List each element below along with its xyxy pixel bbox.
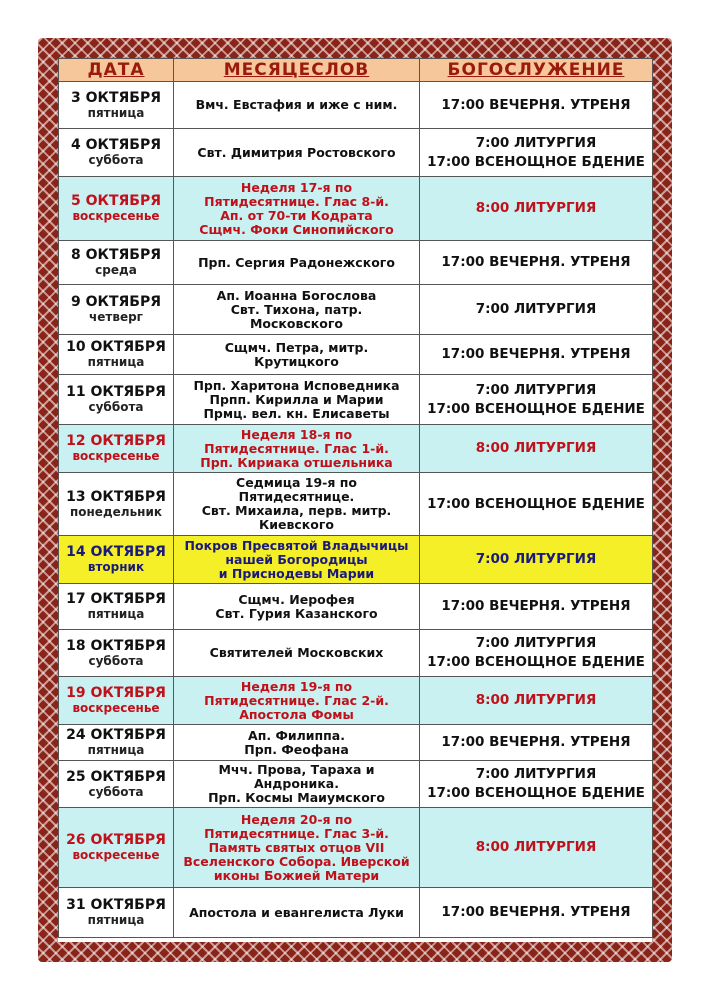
row-service: 8:00 ЛИТУРГИЯ	[475, 200, 597, 216]
row-saint: Вселенского Собора. Иверской	[183, 853, 410, 869]
row-date: 4 ОКТЯБРЯ	[70, 137, 161, 153]
table-row	[59, 473, 653, 536]
row-date: 18 ОКТЯБРЯ	[66, 637, 166, 654]
row-service: 7:00 ЛИТУРГИЯ	[475, 134, 597, 151]
table-row	[59, 285, 653, 335]
row-service: 17:00 ВЕЧЕРНЯ. УТРЕНЯ	[441, 598, 631, 614]
row-saint: Неделя 20-я по	[240, 811, 353, 827]
row-saint: Сщмч. Иерофея	[238, 591, 355, 607]
row-saint: и Приснодевы Марии	[218, 565, 375, 581]
row-saint: Память святых отцов VII	[208, 839, 385, 855]
row-service: 8:00 ЛИТУРГИЯ	[475, 692, 597, 708]
row-date: 3 ОКТЯБРЯ	[70, 89, 161, 106]
schedule-table	[58, 58, 653, 938]
row-saint: Пятидесятнице. Глас 1-й.	[204, 440, 389, 456]
table-row	[59, 761, 653, 808]
row-weekday: суббота	[88, 400, 144, 414]
row-saint: Прп. Космы Маиумского	[208, 790, 385, 805]
row-weekday: пятница	[87, 743, 145, 757]
row-saint: Прпп. Кирилла и Марии	[209, 391, 384, 407]
row-service: 7:00 ЛИТУРГИЯ	[475, 766, 597, 782]
row-weekday: вторник	[87, 560, 145, 574]
row-saint: Покров Пресвятой Владычицы	[184, 537, 409, 553]
row-weekday: воскресенье	[72, 701, 160, 715]
table-row	[59, 335, 653, 375]
row-saint: Апостола и евангелиста Луки	[189, 904, 404, 920]
row-saint: Неделя 18-я по	[240, 426, 353, 442]
row-weekday: понедельник	[69, 504, 162, 519]
row-service: 17:00 ВЕЧЕРНЯ. УТРЕНЯ	[441, 734, 631, 750]
header-service: БОГОСЛУЖЕНИЕ	[420, 59, 653, 82]
row-date: 31 ОКТЯБРЯ	[66, 897, 166, 913]
row-saint: Свт. Димитрия Ростовского	[197, 144, 396, 160]
row-date: 26 ОКТЯБРЯ	[66, 832, 166, 848]
row-date: 19 ОКТЯБРЯ	[66, 685, 166, 701]
row-service: 17:00 ВЕЧЕРНЯ. УТРЕНЯ	[441, 96, 631, 113]
row-saint: Прп. Кириака отшельника	[200, 454, 393, 470]
row-saint: Андроника.	[253, 776, 339, 791]
row-service: 17:00 ВЕЧЕРНЯ. УТРЕНЯ	[441, 904, 631, 920]
row-date: 17 ОКТЯБРЯ	[66, 591, 166, 607]
row-saint: Крутицкого	[254, 353, 339, 369]
row-weekday: среда	[95, 263, 137, 277]
row-date: 12 ОКТЯБРЯ	[66, 433, 166, 449]
row-saint: Апостола Фомы	[239, 706, 354, 722]
row-saint: Пятидесятнице. Глас 2-й.	[204, 692, 389, 708]
table-row	[59, 241, 653, 285]
row-weekday: воскресенье	[72, 848, 160, 862]
row-service: 8:00 ЛИТУРГИЯ	[475, 440, 597, 456]
row-service: 17:00 ВСЕНОЩНОЕ БДЕНИЕ	[427, 495, 645, 512]
table-row-sunday	[59, 808, 653, 888]
row-saint: Ап. Филиппа.	[248, 727, 345, 743]
row-weekday: суббота	[88, 653, 144, 668]
row-saint: Неделя 17-я по	[240, 179, 353, 195]
row-saint: Седмица 19-я по	[236, 475, 357, 490]
row-saint: Прп. Сергия Радонежского	[198, 254, 395, 270]
row-date: 10 ОКТЯБРЯ	[66, 339, 166, 355]
row-date: 11 ОКТЯБРЯ	[66, 384, 166, 400]
row-saint: Вмч. Евстафия и иже с ним.	[195, 97, 398, 112]
row-saint: Прп. Феофана	[244, 741, 349, 757]
row-weekday: суббота	[88, 153, 144, 167]
table-row	[59, 82, 653, 129]
row-date: 14 ОКТЯБРЯ	[66, 544, 166, 560]
row-saint: нашей Богородицы	[225, 551, 368, 567]
row-saint: Свт. Тихона, патр.	[230, 301, 363, 317]
header-date: ДАТА	[59, 59, 174, 82]
row-service: 17:00 ВЕЧЕРНЯ. УТРЕНЯ	[441, 254, 631, 270]
row-saint: Ап. от 70-ти Кодрата	[220, 207, 373, 223]
row-date: 24 ОКТЯБРЯ	[66, 727, 166, 743]
row-date: 25 ОКТЯБРЯ	[66, 768, 166, 785]
row-saint: Ап. Иоанна Богослова	[216, 287, 377, 303]
table-row	[59, 584, 653, 630]
row-service: 8:00 ЛИТУРГИЯ	[475, 839, 597, 855]
table-row	[59, 888, 653, 938]
row-service: 7:00 ЛИТУРГИЯ	[475, 551, 597, 567]
row-saint: Пятидесятнице. Глас 3-й.	[204, 825, 389, 841]
row-service: 17:00 ВСЕНОЩНОЕ БДЕНИЕ	[427, 153, 645, 170]
row-saint: иконы Божией Матери	[213, 867, 380, 883]
table-row	[59, 630, 653, 677]
row-saint: Пятидесятнице.	[238, 489, 355, 504]
row-service: 7:00 ЛИТУРГИЯ	[475, 635, 597, 651]
row-service: 7:00 ЛИТУРГИЯ	[475, 301, 597, 317]
row-saint: Киевского	[259, 517, 334, 532]
row-date: 9 ОКТЯБРЯ	[70, 294, 161, 310]
row-saint: Святителей Московских	[209, 645, 384, 660]
row-saint: Пятидесятнице. Глас 8-й.	[204, 193, 389, 209]
table-row-sunday	[59, 425, 653, 473]
row-weekday: четверг	[89, 310, 143, 324]
row-saint: Свт. Михаила, перв. митр.	[201, 503, 392, 518]
row-saint: Сщмч. Петра, митр.	[224, 339, 369, 355]
row-weekday: воскресенье	[72, 449, 160, 463]
table-row-feast	[59, 536, 653, 584]
row-service: 17:00 ВСЕНОЩНОЕ БДЕНИЕ	[427, 654, 645, 670]
table-row	[59, 129, 653, 177]
row-weekday: пятница	[87, 913, 145, 927]
header-menologion: МЕСЯЦЕСЛОВ	[174, 59, 420, 82]
row-weekday: пятница	[87, 105, 145, 120]
row-date: 13 ОКТЯБРЯ	[66, 488, 166, 505]
table-header-row	[59, 59, 653, 82]
row-saint: Свт. Гурия Казанского	[215, 605, 378, 621]
row-date: 5 ОКТЯБРЯ	[70, 193, 161, 209]
row-saint: Мчч. Прова, Тараха и	[218, 762, 375, 777]
row-saint: Прмц. вел. кн. Елисаветы	[203, 405, 390, 421]
row-weekday: воскресенье	[72, 209, 160, 223]
row-service: 7:00 ЛИТУРГИЯ	[475, 381, 597, 398]
row-weekday: пятница	[87, 607, 145, 621]
row-saint: Прп. Харитона Исповедника	[193, 377, 400, 393]
table-row-sunday	[59, 177, 653, 241]
row-weekday: пятница	[87, 355, 145, 369]
row-weekday: суббота	[88, 784, 144, 799]
table-row-sunday	[59, 677, 653, 725]
table-row	[59, 725, 653, 761]
table-row	[59, 375, 653, 425]
row-service: 17:00 ВЕЧЕРНЯ. УТРЕНЯ	[441, 346, 631, 362]
row-saint: Московского	[249, 315, 344, 331]
row-date: 8 ОКТЯБРЯ	[70, 247, 161, 263]
row-saint: Неделя 19-я по	[240, 678, 353, 694]
row-service: 17:00 ВСЕНОЩНОЕ БДЕНИЕ	[427, 400, 645, 417]
row-service: 17:00 ВСЕНОЩНОЕ БДЕНИЕ	[427, 785, 645, 801]
row-saint: Сщмч. Фоки Синопийского	[199, 221, 394, 237]
